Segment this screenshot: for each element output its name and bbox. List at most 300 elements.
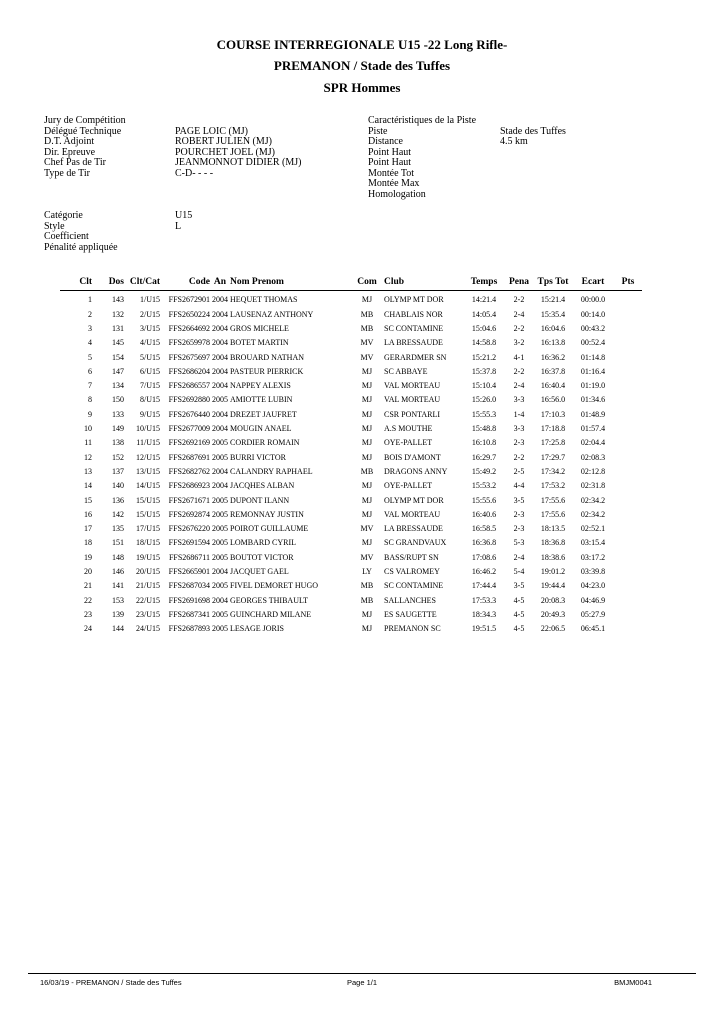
cell-ecart: 01:19.0: [580, 381, 606, 391]
cell-club: OLYMP MT DOR: [384, 495, 444, 505]
cell-pena: 2-2: [513, 452, 525, 462]
cell-code: FFS2691594: [168, 538, 210, 548]
cell-club: OYE-PALLET: [384, 438, 433, 448]
piste-value: [500, 179, 566, 190]
table-row: [60, 421, 642, 435]
footer-divider: [28, 973, 696, 974]
cell-tps-tot: 20:08.3: [540, 595, 566, 605]
piste-label: Piste: [368, 125, 388, 137]
cell-clt-cat: 9/U15: [140, 409, 160, 419]
cell-tps-tot: 15:35.4: [540, 309, 566, 319]
cell-clt: 1: [88, 294, 92, 304]
cell-com: MJ: [361, 424, 373, 434]
cell-temps: 15:53.2: [471, 481, 497, 491]
cell-code: FFS2665901: [168, 566, 210, 576]
cell-ecart: 01:48.9: [580, 409, 606, 419]
jury-label: Chef Pas de Tir: [44, 157, 106, 168]
cell-ecart: 02:12.8: [580, 466, 606, 476]
cell-clt: 6: [88, 366, 92, 376]
cell-tps-tot: 19:44.4: [540, 581, 566, 591]
cell-club: SALLANCHES: [384, 595, 437, 605]
piste-values: [500, 116, 566, 200]
cell-pts: [614, 507, 642, 521]
piste-label: Montée Tot: [368, 167, 415, 179]
category-value: [175, 232, 192, 243]
cell-dos: 141: [112, 581, 124, 591]
cell-tps-tot: 18:13.5: [540, 524, 566, 534]
cell-ecart: 01:34.6: [580, 395, 606, 405]
cell-code: FFS2664692: [168, 323, 210, 333]
cell-com: MJ: [361, 609, 373, 619]
jury-label: D.T. Adjoint: [44, 136, 95, 147]
cell-nom-prenom: CORDIER ROMAIN: [230, 438, 300, 448]
cell-com: MJ: [361, 452, 373, 462]
cell-temps: 17:44.4: [471, 581, 497, 591]
cell-temps: 15:21.2: [471, 352, 497, 362]
cell-com: MJ: [361, 538, 373, 548]
cell-club: VAL MORTEAU: [384, 395, 441, 405]
cell-clt-cat: 24/U15: [136, 624, 160, 634]
cell-pts: [614, 579, 642, 593]
cell-tps-tot: 22:06.5: [540, 624, 566, 634]
cell-clt-cat: 19/U15: [136, 552, 160, 562]
cell-nom-prenom: LOMBARD CYRIL: [230, 538, 297, 548]
cell-pena: 2-2: [513, 366, 525, 376]
cell-com: MJ: [361, 438, 373, 448]
cell-temps: 19:51.5: [471, 624, 497, 634]
cell-an: 2005: [212, 495, 228, 505]
cell-pts: [614, 291, 642, 308]
cell-nom-prenom: NAPPEY ALEXIS: [230, 381, 291, 391]
cell-ecart: 00:43.2: [580, 323, 606, 333]
header-an: An: [210, 274, 230, 291]
header-ecart: Ecart: [572, 274, 614, 291]
cell-clt: 4: [88, 338, 92, 348]
cell-dos: 146: [112, 566, 124, 576]
cell-com: MB: [360, 323, 374, 333]
cell-ecart: 02:34.2: [580, 495, 606, 505]
cell-code: FFS2692880: [168, 395, 210, 405]
cell-dos: 144: [112, 624, 124, 634]
cell-an: 2004: [212, 366, 228, 376]
jury-labels: [44, 116, 126, 179]
cell-pts: [614, 436, 642, 450]
cell-ecart: 01:14.8: [580, 352, 606, 362]
table-row: [60, 291, 642, 308]
cell-clt: 20: [84, 566, 92, 576]
cell-clt: 19: [84, 552, 92, 562]
table-row: [60, 464, 642, 478]
header-nom-prenom: Nom Prenom: [230, 274, 350, 291]
header-dos: Dos: [92, 274, 124, 291]
cell-clt: 7: [88, 381, 92, 391]
cell-tps-tot: 17:53.2: [540, 481, 566, 491]
cell-temps: 16:40.6: [471, 509, 497, 519]
cell-nom-prenom: POIROT GUILLAUME: [230, 524, 309, 534]
cell-code: FFS2682762: [168, 466, 210, 476]
cell-tps-tot: 19:01.2: [540, 566, 566, 576]
cell-com: MB: [360, 466, 374, 476]
cell-nom-prenom: FIVEL DEMORET HUGO: [230, 581, 318, 591]
cell-nom-prenom: JACQHES ALBAN: [230, 481, 295, 491]
cell-temps: 15:48.8: [471, 424, 497, 434]
cell-pena: 4-1: [513, 352, 525, 362]
cell-tps-tot: 18:36.8: [540, 538, 566, 548]
cell-temps: 15:10.4: [471, 381, 497, 391]
cell-nom-prenom: LESAGE JORIS: [230, 624, 285, 634]
jury-label: Délégué Technique: [44, 125, 122, 137]
jury-value: ROBERT JULIEN (MJ): [175, 136, 272, 147]
cell-pena: 2-4: [513, 381, 525, 391]
cell-ecart: 02:52.1: [580, 524, 606, 534]
cell-nom-prenom: DUPONT ILANN: [230, 495, 290, 505]
cell-dos: 143: [112, 294, 124, 304]
table-row: [60, 493, 642, 507]
cell-temps: 16:10.8: [471, 438, 497, 448]
table-row: [60, 607, 642, 621]
table-row: [60, 364, 642, 378]
cell-com: MJ: [361, 481, 373, 491]
cell-temps: 14:05.4: [471, 309, 497, 319]
cell-tps-tot: 17:34.2: [540, 466, 566, 476]
header-club: Club: [384, 274, 464, 291]
cell-club: SC GRANDVAUX: [384, 538, 447, 548]
cell-nom-prenom: AMIOTTE LUBIN: [230, 395, 293, 405]
cell-dos: 152: [112, 452, 124, 462]
cell-clt-cat: 5/U15: [140, 352, 160, 362]
cell-pts: [614, 550, 642, 564]
cell-club: OLYMP MT DOR: [384, 294, 444, 304]
cell-temps: 15:49.2: [471, 466, 497, 476]
cell-clt-cat: 6/U15: [140, 366, 160, 376]
cell-clt: 17: [84, 524, 92, 534]
cell-clt: 21: [84, 581, 92, 591]
cell-dos: 140: [112, 481, 124, 491]
cell-club: OYE-PALLET: [384, 481, 433, 491]
cell-pts: [614, 336, 642, 350]
cell-clt-cat: 21/U15: [136, 581, 160, 591]
cell-ecart: 03:17.2: [580, 552, 606, 562]
cell-tps-tot: 18:38.6: [540, 552, 566, 562]
cell-ecart: 00:00.0: [580, 294, 606, 304]
cell-pts: [614, 521, 642, 535]
cell-clt-cat: 12/U15: [136, 452, 160, 462]
results-body: [60, 291, 642, 636]
cell-pts: [614, 464, 642, 478]
cell-pena: 3-3: [513, 395, 525, 405]
cell-dos: 135: [112, 524, 124, 534]
header-com: Com: [350, 274, 384, 291]
cell-an: 2004: [212, 309, 228, 319]
cell-dos: 153: [112, 595, 124, 605]
cell-clt-cat: 18/U15: [136, 538, 160, 548]
cell-ecart: 01:16.4: [580, 366, 606, 376]
cell-dos: 137: [112, 466, 124, 476]
cell-tps-tot: 16:36.2: [540, 352, 566, 362]
cell-pena: 3-3: [513, 424, 525, 434]
cell-nom-prenom: LAUSENAZ ANTHONY: [230, 309, 314, 319]
cell-code: FFS2650224: [168, 309, 210, 319]
cell-nom-prenom: BROUARD NATHAN: [230, 352, 305, 362]
cell-com: MV: [360, 552, 374, 562]
cell-com: MJ: [361, 395, 373, 405]
piste-value: Stade des Tuffes: [500, 125, 566, 137]
cell-com: MV: [360, 338, 374, 348]
cell-an: 2004: [212, 352, 228, 362]
jury-value: JEANMONNOT DIDIER (MJ): [175, 157, 302, 168]
header-clt-cat: Clt/Cat: [124, 274, 160, 291]
table-row: [60, 378, 642, 392]
cell-dos: 147: [112, 366, 124, 376]
table-row: [60, 350, 642, 364]
cell-clt-cat: 15/U15: [136, 509, 160, 519]
cell-club: SC ABBAYE: [384, 366, 428, 376]
cell-clt-cat: 7/U15: [140, 381, 160, 391]
cell-pena: 2-3: [513, 509, 525, 519]
table-row: [60, 321, 642, 335]
cell-com: MJ: [361, 366, 373, 376]
cell-club: VAL MORTEAU: [384, 381, 441, 391]
cell-an: 2005: [212, 552, 228, 562]
cell-club: A.S MOUTHE: [384, 424, 433, 434]
cell-dos: 132: [112, 309, 124, 319]
cell-clt-cat: 15/U15: [136, 495, 160, 505]
cell-nom-prenom: MOUGIN ANAEL: [230, 424, 292, 434]
table-row: [60, 593, 642, 607]
cell-an: 2005: [212, 438, 228, 448]
cell-club: ES SAUGETTE: [384, 609, 437, 619]
page-title-line-1: COURSE INTERREGIONALE U15 -22 Long Rifle-: [216, 37, 508, 52]
cell-clt-cat: 3/U15: [140, 323, 160, 333]
cell-ecart: 02:04.4: [580, 438, 606, 448]
cell-tps-tot: 17:55.6: [540, 509, 566, 519]
cell-clt: 8: [88, 395, 92, 405]
cell-an: 2004: [212, 338, 228, 348]
cell-club: LA BRESSAUDE: [384, 338, 443, 348]
table-row: [60, 450, 642, 464]
cell-an: 2004: [212, 424, 228, 434]
cell-tps-tot: 20:49.3: [540, 609, 566, 619]
piste-label: Homologation: [368, 188, 426, 200]
cell-clt-cat: 10/U15: [136, 424, 160, 434]
cell-ecart: 03:15.4: [580, 538, 606, 548]
footer-left: 16/03/19 - PREMANON / Stade des Tuffes: [40, 978, 182, 987]
cell-com: MJ: [361, 495, 373, 505]
cell-tps-tot: 17:25.8: [540, 438, 566, 448]
cell-clt: 24: [84, 624, 92, 634]
cell-pena: 2-2: [513, 323, 525, 333]
cell-com: MV: [360, 352, 374, 362]
cell-tps-tot: 15:21.4: [540, 294, 566, 304]
cell-clt-cat: 2/U15: [140, 309, 160, 319]
results-table: [60, 274, 642, 636]
cell-ecart: 05:27.9: [580, 609, 606, 619]
cell-pena: 4-4: [513, 481, 525, 491]
category-label: Style: [44, 220, 65, 232]
cell-nom-prenom: DREZET JAUFRET: [230, 409, 297, 419]
cell-ecart: 00:14.0: [580, 309, 606, 319]
cell-code: FFS2659978: [168, 338, 210, 348]
cell-code: FFS2692169: [168, 438, 210, 448]
cell-nom-prenom: GUINCHARD MILANE: [230, 609, 312, 619]
header-pts: Pts: [614, 274, 642, 291]
cell-nom-prenom: CALANDRY RAPHAEL: [230, 466, 313, 476]
cell-an: 2005: [212, 609, 228, 619]
cell-com: MJ: [361, 624, 373, 634]
cell-club: LA BRESSAUDE: [384, 524, 443, 534]
cell-code: FFS2677009: [168, 424, 210, 434]
cell-temps: 15:55.6: [471, 495, 497, 505]
cell-pena: 4-5: [513, 609, 525, 619]
cell-pena: 5-3: [513, 538, 525, 548]
cell-club: DRAGONS ANNY: [384, 466, 448, 476]
cell-club: CSR PONTARLI: [384, 409, 441, 419]
cell-an: 2005: [212, 395, 228, 405]
table-row: [60, 407, 642, 421]
cell-clt-cat: 14/U15: [136, 481, 160, 491]
cell-com: LY: [362, 566, 372, 576]
cell-clt: 3: [88, 323, 92, 333]
category-value: [175, 243, 192, 254]
cell-temps: 18:34.3: [471, 609, 497, 619]
cell-code: FFS2687893: [168, 624, 210, 634]
cell-com: MJ: [361, 409, 373, 419]
cell-club: BASS/RUPT SN: [384, 552, 439, 562]
cell-ecart: 04:46.9: [580, 595, 606, 605]
cell-nom-prenom: BOUTOT VICTOR: [230, 552, 294, 562]
cell-temps: 14:21.4: [471, 294, 497, 304]
cell-clt: 15: [84, 495, 92, 505]
cell-pts: [614, 421, 642, 435]
cell-pena: 2-5: [513, 466, 525, 476]
cell-pts: [614, 479, 642, 493]
cell-code: FFS2692874: [168, 509, 210, 519]
cell-pena: 1-4: [513, 409, 525, 419]
cell-club: CS VALROMEY: [384, 566, 440, 576]
footer-center: Page 1/1: [346, 978, 378, 987]
cell-pts: [614, 307, 642, 321]
cell-pena: 2-3: [513, 524, 525, 534]
footer-right: BMJM0041: [614, 978, 652, 987]
piste-value: [500, 158, 566, 169]
cell-club: VAL MORTEAU: [384, 509, 441, 519]
cell-ecart: 00:52.4: [580, 338, 606, 348]
cell-clt: 14: [84, 481, 92, 491]
piste-value: [500, 116, 566, 127]
cell-tps-tot: 16:13.8: [540, 338, 566, 348]
cell-tps-tot: 17:55.6: [540, 495, 566, 505]
cell-com: MB: [360, 309, 374, 319]
cell-an: 2004: [212, 595, 228, 605]
table-row: [60, 479, 642, 493]
category-label: Catégorie: [44, 210, 83, 221]
cell-pena: 3-2: [513, 338, 525, 348]
cell-com: MJ: [361, 509, 373, 519]
cell-code: FFS2691698: [168, 595, 210, 605]
cell-an: 2004: [212, 381, 228, 391]
cell-an: 2004: [212, 323, 228, 333]
cell-club: PREMANON SC: [384, 624, 441, 634]
cell-pts: [614, 564, 642, 578]
cell-pts: [614, 536, 642, 550]
category-value: U15: [175, 210, 193, 221]
header-clt: Clt: [60, 274, 92, 291]
cell-code: FFS2687691: [168, 452, 210, 462]
jury-label: Dir. Epreuve: [44, 146, 96, 158]
cell-dos: 150: [112, 395, 124, 405]
cell-pts: [614, 321, 642, 335]
piste-label: Montée Max: [368, 178, 420, 189]
cell-club: CHABLAIS NOR: [384, 309, 443, 319]
table-row: [60, 550, 642, 564]
piste-value: [500, 148, 566, 159]
cell-pena: 2-4: [513, 552, 525, 562]
cell-clt: 12: [84, 452, 92, 462]
jury-label: Jury de Compétition: [44, 115, 126, 126]
cell-code: FFS2686711: [168, 552, 210, 562]
cell-nom-prenom: GEORGES THIBAULT: [230, 595, 309, 605]
piste-label: Point Haut: [368, 157, 412, 168]
cell-dos: 154: [112, 352, 124, 362]
cell-dos: 138: [112, 438, 124, 448]
header-temps: Temps: [464, 274, 504, 291]
cell-pts: [614, 622, 642, 636]
cell-an: 2005: [212, 538, 228, 548]
cell-nom-prenom: PASTEUR PIERRICK: [230, 366, 304, 376]
cell-code: FFS2676220: [168, 524, 210, 534]
cell-clt-cat: 17/U15: [136, 524, 160, 534]
cell-clt: 18: [84, 538, 92, 548]
piste-label: Point Haut: [368, 146, 412, 158]
cell-tps-tot: 16:40.4: [540, 381, 566, 391]
cell-code: FFS2687034: [168, 581, 210, 591]
jury-value: C-D- - - -: [175, 167, 214, 179]
cell-clt-cat: 1/U15: [140, 294, 160, 304]
table-row: [60, 579, 642, 593]
cell-nom-prenom: BURRI VICTOR: [230, 452, 286, 462]
cell-pts: [614, 607, 642, 621]
cell-ecart: 04:23.0: [580, 581, 606, 591]
table-row: [60, 507, 642, 521]
table-row: [60, 536, 642, 550]
cell-temps: 16:29.7: [471, 452, 497, 462]
cell-com: MJ: [361, 381, 373, 391]
cell-nom-prenom: BOTET MARTIN: [230, 338, 289, 348]
category-labels: [44, 211, 118, 253]
cell-an: 2004: [212, 409, 228, 419]
cell-tps-tot: 17:18.8: [540, 424, 566, 434]
piste-label: Caractéristiques de la Piste: [368, 115, 477, 126]
cell-tps-tot: 17:10.3: [540, 409, 566, 419]
cell-clt: 11: [84, 438, 92, 448]
cell-pts: [614, 493, 642, 507]
cell-ecart: 02:08.3: [580, 452, 606, 462]
jury-values: [175, 116, 301, 179]
cell-tps-tot: 16:04.6: [540, 323, 566, 333]
cell-an: 2005: [212, 581, 228, 591]
cell-clt-cat: 4/U15: [140, 338, 160, 348]
cell-ecart: 06:45.1: [580, 624, 606, 634]
cell-pts: [614, 450, 642, 464]
cell-club: SC CONTAMINE: [384, 581, 444, 591]
header-tps-tot: Tps Tot: [534, 274, 572, 291]
cell-clt: 13: [84, 466, 92, 476]
category-label: Pénalité appliquée: [44, 241, 118, 253]
cell-pts: [614, 593, 642, 607]
cell-dos: 151: [112, 538, 124, 548]
cell-temps: 15:37.8: [471, 366, 497, 376]
cell-an: 2004: [212, 466, 228, 476]
